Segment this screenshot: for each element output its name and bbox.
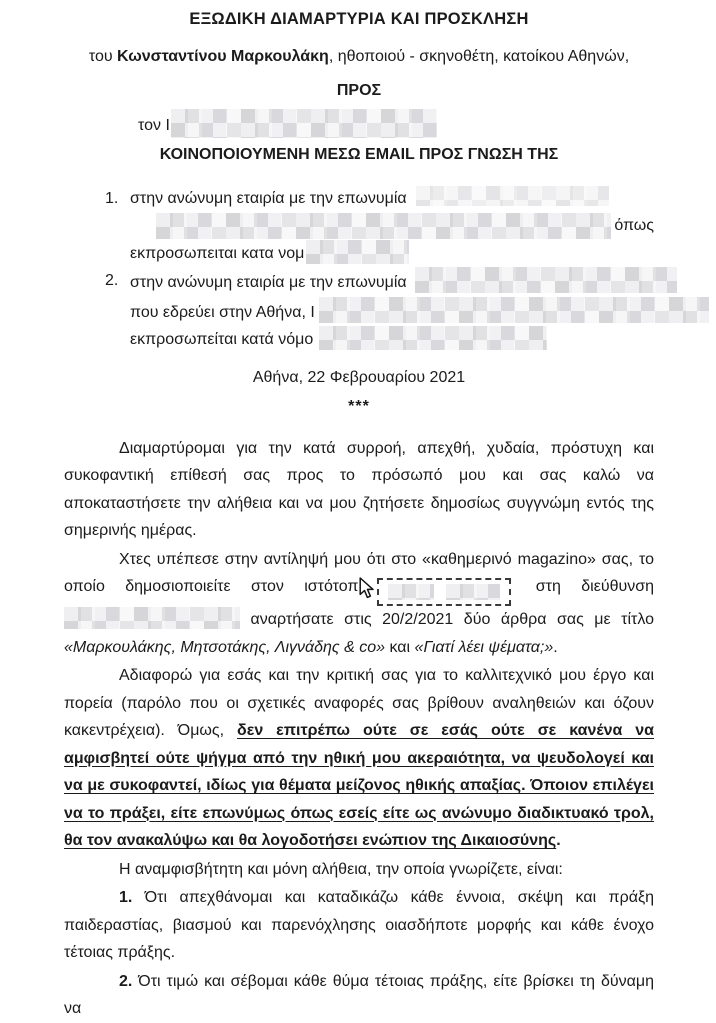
paragraph-text: και [385, 638, 415, 656]
paragraph-text: στη διεύθυνση [515, 578, 655, 595]
recipient-list [64, 185, 654, 354]
list-line [130, 185, 654, 213]
paragraph-articles [64, 546, 654, 662]
point-text: Ότι τιμώ και σέβομαι κάθε θύμα τέτοιας πράξης, είτε βρίσκει τη δύναμη να [64, 972, 654, 1017]
list-line-text: εκπροσωπείται κατά νόμο [130, 331, 314, 348]
redaction-block [388, 584, 434, 600]
list-item-number: 2. [105, 272, 119, 289]
paragraph-text: . [556, 832, 561, 849]
dateline: Αθήνα, 22 Φεβρουαρίου 2021 [252, 368, 466, 386]
redaction-block [156, 213, 611, 239]
list-line [130, 297, 654, 327]
recipient-prefix: τον Ι [138, 116, 170, 134]
list-item [64, 267, 654, 354]
redaction-block [415, 267, 677, 293]
list-line-text: στην ανώνυμη εταιρία με την επωνυμία [130, 274, 407, 291]
redaction-dashed-box [377, 578, 511, 606]
paragraph-point-1 [64, 884, 654, 967]
paragraph-text: αναρτήσατε στις 20/2/2021 δύο άρθρα σας με τίτλο [240, 611, 654, 628]
paragraph-protest: Διαμαρτύρομαι για την κατά συρροή, απεχθή, χυδαία, πρόστυχη και συκοφαντική επίθεσή σας προς το πρόσωπό μου και σας καλώ να αποκαταστήσετε την αλήθεια και να μου ζητήσετε δημοσίως συγγνώμη εντός της σημερινής ημέρας. [64, 439, 654, 539]
paragraph-text: Χτες υπέπεσε στην αντίληψή μου ότι στο «καθημερινό magazino» σας, το οποίο δημοσιοποιείτε στον ιστότοπ [64, 550, 654, 595]
recipient-line [64, 109, 654, 140]
emphasized-warning-text: δεν επιτρέπω ούτε σε εσάς ούτε σε κανένα να αμφισβητεί ούτε ψήγμα από την ηθική μου ακεραιότητα, να ψευδολογεί και να με συκοφαντεί, ιδίως για θέματα μείζονος ηθικής απαξίας. Όποιον επιλέγει να το πράξει, είτε επωνύμως όπως εσείς είτε ως ανώνυμο διαδικτυακό τρολ, θα τον ανακαλύψω και θα λογοδοτήσει ενώπιον της Δικαιοσύνης [64, 722, 654, 849]
mouse-cursor-icon [359, 577, 374, 599]
point-number: 2. [119, 972, 133, 990]
author-prefix: του [88, 47, 118, 65]
separator-asterisks: *** [348, 398, 370, 415]
to-heading: ΠΡΟΣ [336, 82, 382, 99]
redaction-block [319, 297, 709, 323]
redaction-block [319, 326, 547, 350]
redaction-block [306, 240, 409, 264]
redaction-block [416, 186, 609, 206]
paragraph-text: . [553, 638, 558, 656]
list-line [130, 240, 654, 268]
list-line [130, 267, 654, 297]
document-title: ΕΞΩΔΙΚΗ ΔΙΑΜΑΡΤΥΡΙΑ ΚΑΙ ΠΡΟΣΚΛΗΣΗ [189, 10, 529, 28]
redaction-block [446, 584, 500, 600]
redaction-block [171, 109, 437, 138]
article-title: «Γιατί λέει ψέματα;» [414, 638, 554, 656]
notice-heading: ΚΟΙΝΟΠΟΙΟΥΜΕΝΗ ΜΕΣΩ EMAIL ΠΡΟΣ ΓΝΩΣΗ ΤΗΣ [159, 146, 559, 163]
paragraph-text: Αδιαφορώ για εσάς και την κριτική σας για το καλλιτεχνικό μου έργο και πορεία (παρόλο που οι σχετικές αναφορές σας βρίθουν αναληθειών και όζουν κακεντρέχεια). Όμως, [64, 667, 654, 739]
list-item [64, 185, 654, 268]
list-line-text: που εδρεύει στην Αθήνα, Ι [130, 303, 315, 321]
list-line-text: όπως [614, 217, 654, 234]
point-number: 1. [119, 889, 133, 906]
list-item-number: 1. [105, 189, 119, 207]
redaction-block [64, 607, 240, 629]
author-suffix: , ηθοποιού - σκηνοθέτη, κατοίκου Αθηνών, [328, 47, 630, 65]
paragraph-point-2 [64, 968, 654, 1023]
paragraph-warning [64, 662, 654, 855]
paragraph-truth-intro: Η αναμφισβήτητη και μόνη αλήθεια, την οποία γνωρίζετε, είναι: [119, 860, 563, 878]
point-text: Ότι απεχθάνομαι και καταδικάζω κάθε έννοια, σκέψη και πράξη παιδεραστίας, βιασμού και παρενόχλησης οιασδήποτε μορφής και κάθε ένοχο τέτοιας πράξης. [64, 889, 654, 961]
author-name: Κωνσταντίνου Μαρκουλάκη [117, 47, 329, 65]
list-line-text: στην ανώνυμη εταιρία με την επωνυμία [130, 189, 407, 207]
list-line [130, 326, 654, 354]
author-line [64, 43, 654, 71]
list-line-text: εκπροσωπειται κατα νομ [130, 244, 305, 262]
article-title: «Μαρκουλάκης, Μητσοτάκης, Λιγνάδης & co» [64, 638, 386, 656]
list-line [130, 212, 654, 240]
